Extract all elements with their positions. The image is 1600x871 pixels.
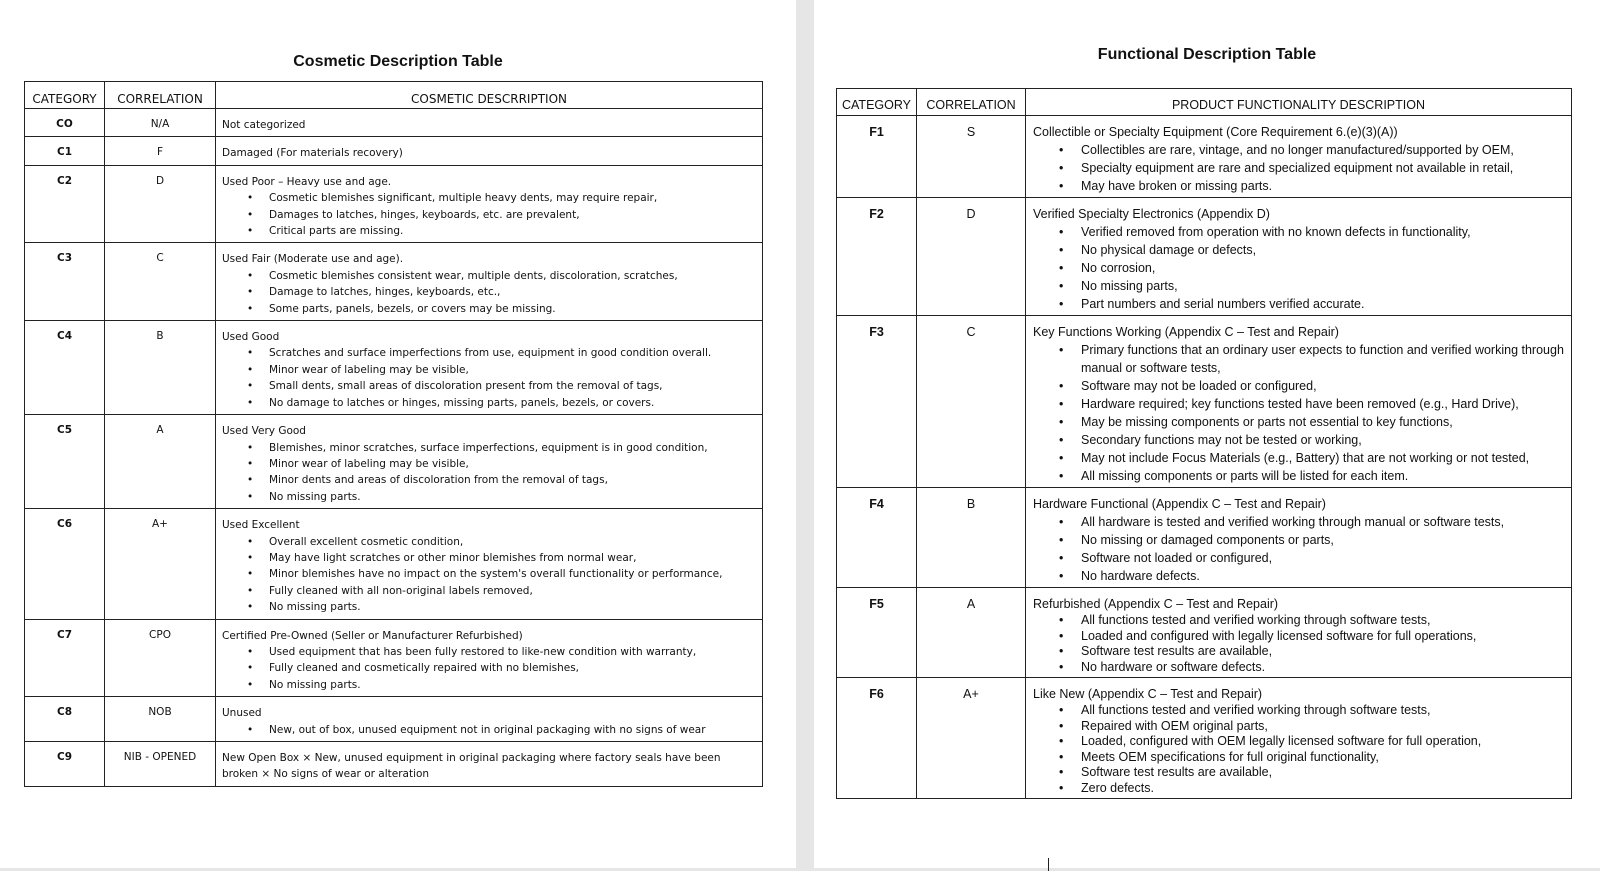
description-lead: New Open Box × New, unused equipment in original packaging where factory seals have been broken × No signs of wear or alteration	[222, 752, 721, 781]
table-header-row	[837, 89, 1572, 116]
table-row	[25, 697, 763, 742]
row-correlation: A+	[917, 678, 1026, 799]
row-correlation: D	[105, 165, 216, 243]
header-description: PRODUCT FUNCTIONALITY DESCRIPTION	[1026, 89, 1572, 116]
description-bullet: • Small dents, small areas of discoloration present from the removal of tags,	[269, 378, 756, 394]
row-correlation: B	[917, 488, 1026, 588]
description-bullet: • No missing parts.	[269, 599, 756, 615]
description-bullet: • Minor dents and areas of discoloration from the removal of tags,	[269, 472, 756, 488]
description-bullet-list	[1033, 341, 1564, 485]
row-category: C8	[25, 697, 105, 742]
row-category: F6	[837, 678, 917, 799]
table-row	[837, 588, 1572, 678]
row-description	[1026, 198, 1572, 316]
row-category: F5	[837, 588, 917, 678]
description-bullet: • All functions tested and verified working through software tests,	[1081, 703, 1564, 719]
row-correlation: A+	[105, 509, 216, 619]
table-row	[25, 415, 763, 509]
table-row	[25, 619, 763, 697]
header-description: COSMETIC DESCRRIPTION	[216, 82, 763, 109]
description-bullet: • Zero defects.	[1081, 781, 1564, 797]
description-bullet: • Minor wear of labeling may be visible,	[269, 456, 756, 472]
description-bullet: • Some parts, panels, bezels, or covers may be missing.	[269, 301, 756, 317]
description-bullet: • Fully cleaned and cosmetically repaired with no blemishes,	[269, 660, 756, 676]
table-row	[25, 321, 763, 415]
description-bullet-list	[222, 534, 756, 616]
row-description	[1026, 678, 1572, 799]
row-category: F1	[837, 116, 917, 198]
description-bullet-list	[1033, 703, 1564, 796]
description-bullet: • Software may not be loaded or configured,	[1081, 377, 1564, 395]
description-bullet-list	[1033, 141, 1564, 195]
description-bullet: • Specialty equipment are rare and specialized equipment not available in retail,	[1081, 159, 1564, 177]
description-bullet: • Loaded and configured with legally licensed software for full operations,	[1081, 629, 1564, 645]
description-bullet: • Blemishes, minor scratches, surface imperfections, equipment is in good condition,	[269, 440, 756, 456]
row-description	[216, 509, 763, 619]
row-category: C5	[25, 415, 105, 509]
header-correlation: CORRELATION	[105, 82, 216, 109]
row-correlation: A	[917, 588, 1026, 678]
description-bullet: • Minor wear of labeling may be visible,	[269, 362, 756, 378]
description-lead: Used Poor – Heavy use and age.	[222, 175, 392, 188]
description-lead: Used Fair (Moderate use and age).	[222, 253, 404, 266]
table-row	[837, 678, 1572, 799]
description-bullet: • No damage to latches or hinges, missing parts, panels, bezels, or covers.	[269, 395, 756, 411]
header-category: CATEGORY	[837, 89, 917, 116]
description-bullet: • No corrosion,	[1081, 259, 1564, 277]
description-bullet: • All missing components or parts will be listed for each item.	[1081, 467, 1564, 485]
row-description	[1026, 116, 1572, 198]
row-description	[216, 415, 763, 509]
description-bullet: • No missing or damaged components or parts,	[1081, 531, 1564, 549]
row-description	[216, 619, 763, 697]
description-bullet: • Minor blemishes have no impact on the system's overall functionality or performance,	[269, 566, 756, 582]
table-row	[837, 198, 1572, 316]
table-row	[837, 316, 1572, 488]
text-cursor	[1048, 858, 1049, 871]
description-bullet: • All hardware is tested and verified working through manual or software tests,	[1081, 513, 1564, 531]
row-correlation: A	[105, 415, 216, 509]
description-bullet: • Secondary functions may not be tested or working,	[1081, 431, 1564, 449]
cosmetic-description-table	[24, 81, 763, 787]
row-correlation: S	[917, 116, 1026, 198]
description-lead: Refurbished (Appendix C – Test and Repair)	[1033, 597, 1279, 611]
description-bullet: • No missing parts,	[1081, 277, 1564, 295]
table-row	[25, 137, 763, 165]
table-row	[25, 509, 763, 619]
description-bullet: • May not include Focus Materials (e.g., Battery) that are not working or not tested,	[1081, 449, 1564, 467]
description-bullet: • Damages to latches, hinges, keyboards, etc. are prevalent,	[269, 207, 756, 223]
description-bullet: • Repaired with OEM original parts,	[1081, 719, 1564, 735]
description-lead: Collectible or Specialty Equipment (Core Requirement 6.(e)(3)(A))	[1033, 125, 1398, 139]
row-category: C7	[25, 619, 105, 697]
description-bullet: • No hardware defects.	[1081, 567, 1564, 585]
row-category: F2	[837, 198, 917, 316]
row-correlation: N/A	[105, 109, 216, 137]
table-row	[25, 109, 763, 137]
description-bullet-list	[222, 190, 756, 239]
description-bullet: • Scratches and surface imperfections from use, equipment in good condition overall.	[269, 345, 756, 361]
cosmetic-table-title: Cosmetic Description Table	[293, 53, 503, 70]
description-bullet: • Software test results are available,	[1081, 765, 1564, 781]
description-bullet-list	[222, 440, 756, 506]
description-bullet: • New, out of box, unused equipment not in original packaging with no signs of wear	[269, 722, 756, 738]
table-row	[837, 488, 1572, 588]
row-correlation: NOB	[105, 697, 216, 742]
description-bullet-list	[222, 722, 756, 738]
row-correlation: CPO	[105, 619, 216, 697]
description-bullet-list	[1033, 513, 1564, 585]
row-correlation: B	[105, 321, 216, 415]
row-correlation: F	[105, 137, 216, 165]
row-category: C9	[25, 742, 105, 787]
description-bullet: • Loaded, configured with OEM legally licensed software for full operation,	[1081, 734, 1564, 750]
table-row	[25, 243, 763, 321]
description-bullet: • May have broken or missing parts.	[1081, 177, 1564, 195]
description-bullet: • Meets OEM specifications for full original functionality,	[1081, 750, 1564, 766]
description-bullet: • May be missing components or parts not essential to key functions,	[1081, 413, 1564, 431]
row-category: F4	[837, 488, 917, 588]
row-category: C3	[25, 243, 105, 321]
row-category: C4	[25, 321, 105, 415]
table-row	[837, 116, 1572, 198]
description-bullet-list	[222, 644, 756, 693]
description-lead: Used Very Good	[222, 425, 306, 438]
description-lead: Used Good	[222, 331, 280, 344]
table-row	[25, 165, 763, 243]
description-bullet-list	[222, 345, 756, 411]
row-description	[1026, 488, 1572, 588]
row-category: C1	[25, 137, 105, 165]
functional-table-title: Functional Description Table	[1097, 46, 1317, 63]
description-lead: Not categorized	[222, 119, 306, 131]
row-description	[216, 321, 763, 415]
description-bullet: • Hardware required; key functions tested have been removed (e.g., Hard Drive),	[1081, 395, 1564, 413]
row-category: F3	[837, 316, 917, 488]
row-correlation: C	[105, 243, 216, 321]
row-description	[216, 243, 763, 321]
description-bullet: • Critical parts are missing.	[269, 223, 756, 239]
description-bullet-list	[222, 268, 756, 317]
description-bullet: • Collectibles are rare, vintage, and no longer manufactured/supported by OEM,	[1081, 141, 1564, 159]
row-description	[216, 165, 763, 243]
row-description	[216, 137, 763, 165]
description-lead: Used Excellent	[222, 519, 300, 532]
row-description	[1026, 588, 1572, 678]
description-bullet: • Cosmetic blemishes consistent wear, multiple dents, discoloration, scratches,	[269, 268, 756, 284]
table-row	[25, 742, 763, 787]
description-bullet: • Cosmetic blemishes significant, multiple heavy dents, may require repair,	[269, 190, 756, 206]
row-description	[216, 697, 763, 742]
description-bullet: • Primary functions that an ordinary user expects to function and verified working through manual or software tests,	[1081, 341, 1564, 377]
table-header-row	[25, 82, 763, 109]
row-category: CO	[25, 109, 105, 137]
description-lead: Unused	[222, 707, 262, 720]
description-bullet: • Fully cleaned with all non-original labels removed,	[269, 583, 756, 599]
description-bullet: • No missing parts.	[269, 677, 756, 693]
description-bullet: • May have light scratches or other minor blemishes from normal wear,	[269, 550, 756, 566]
row-correlation: D	[917, 198, 1026, 316]
description-lead: Hardware Functional (Appendix C – Test and Repair)	[1033, 497, 1326, 511]
description-bullet: • No physical damage or defects,	[1081, 241, 1564, 259]
description-bullet: • No hardware or software defects.	[1081, 660, 1564, 676]
description-lead: Key Functions Working (Appendix C – Test and Repair)	[1033, 325, 1339, 339]
header-category: CATEGORY	[25, 82, 105, 109]
description-bullet: • Overall excellent cosmetic condition,	[269, 534, 756, 550]
description-bullet: • Verified removed from operation with no known defects in functionality,	[1081, 223, 1564, 241]
description-lead: Certified Pre-Owned (Seller or Manufacturer Refurbished)	[222, 629, 523, 642]
description-bullet: • Software not loaded or configured,	[1081, 549, 1564, 567]
row-category: C6	[25, 509, 105, 619]
row-description	[216, 109, 763, 137]
row-description	[1026, 316, 1572, 488]
row-correlation: C	[917, 316, 1026, 488]
description-lead: Like New (Appendix C – Test and Repair)	[1033, 687, 1263, 701]
row-description	[216, 742, 763, 787]
description-bullet: • Used equipment that has been fully restored to like-new condition with warranty,	[269, 644, 756, 660]
description-bullet-list	[1033, 613, 1564, 675]
description-bullet: • Part numbers and serial numbers verified accurate.	[1081, 295, 1564, 313]
functional-description-table	[836, 88, 1572, 799]
header-correlation: CORRELATION	[917, 89, 1026, 116]
description-lead: Verified Specialty Electronics (Appendix D)	[1033, 207, 1270, 221]
description-bullet: • No missing parts.	[269, 489, 756, 505]
row-category: C2	[25, 165, 105, 243]
description-bullet: • Software test results are available,	[1081, 644, 1564, 660]
description-bullet: • All functions tested and verified working through software tests,	[1081, 613, 1564, 629]
description-lead: Damaged (For materials recovery)	[222, 147, 403, 160]
description-bullet: • Damage to latches, hinges, keyboards, etc.,	[269, 284, 756, 300]
row-correlation: NIB - OPENED	[105, 742, 216, 787]
description-bullet-list	[1033, 223, 1564, 313]
